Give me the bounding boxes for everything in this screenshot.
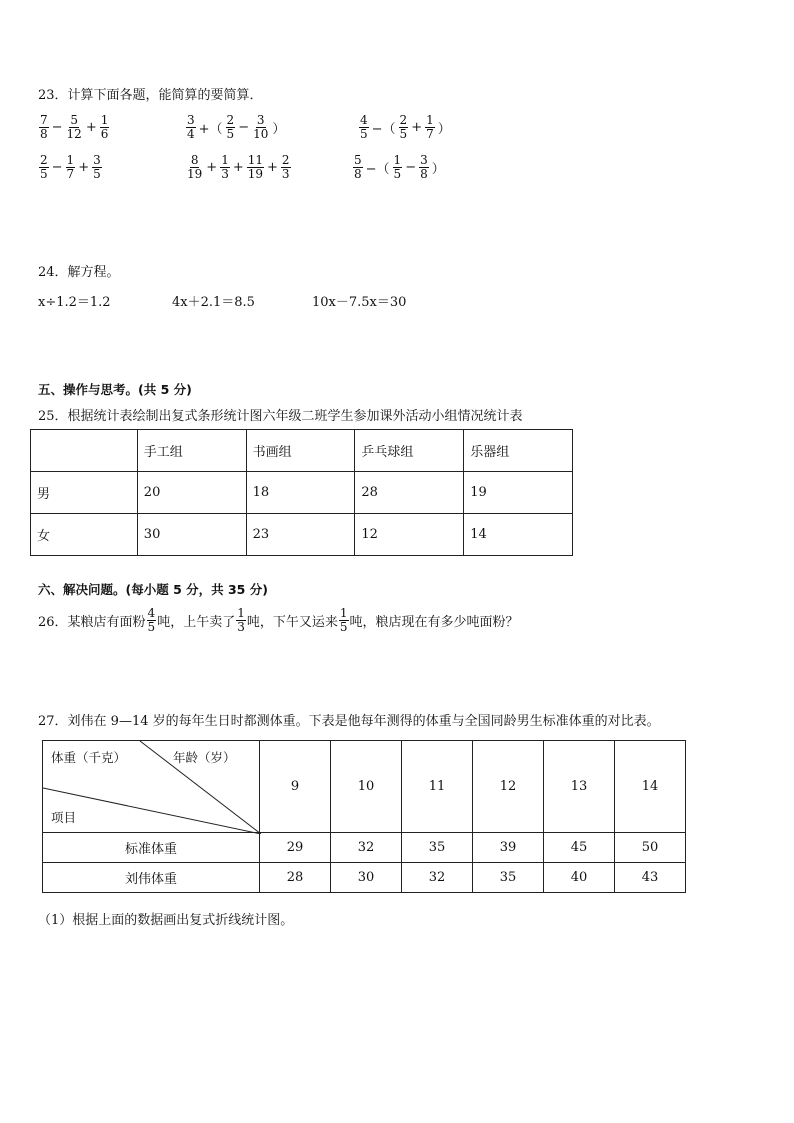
fraction [399, 114, 409, 140]
numerator: 3 [187, 113, 195, 127]
operator: + [85, 119, 97, 135]
table-cell: 28 [260, 863, 331, 893]
table-cell: 35 [402, 833, 473, 863]
operator: − [51, 159, 63, 175]
denominator: 6 [100, 126, 109, 141]
q24-eq-1: x÷1.2＝1.2 [38, 295, 111, 310]
numerator: 3 [93, 153, 101, 167]
operator: +（ [198, 121, 223, 137]
numerator: 2 [40, 153, 48, 167]
row-label: 男 [31, 472, 138, 514]
table-cell: 20 [137, 472, 246, 514]
corner-item-label: 项目 [51, 810, 77, 825]
denominator: 19 [247, 166, 264, 181]
age-header-cell: 10 [331, 741, 402, 833]
table-header-cell: 手工组 [137, 430, 246, 472]
denominator: 10 [253, 126, 269, 141]
diagonal-header-cell [43, 741, 260, 833]
q27-title: 27．刘伟在 9—14 岁的每年生日时都测体重。下表是他每年测得的体重与全国同龄男生标准体重的对比表。 [38, 714, 660, 729]
fraction [66, 154, 76, 180]
table-cell: 14 [464, 514, 573, 556]
operator: + [411, 119, 423, 135]
q27-table [42, 740, 686, 893]
numerator: 1 [100, 113, 109, 127]
table-cell: 29 [260, 833, 331, 863]
fraction [353, 154, 363, 180]
denominator: 7 [426, 126, 434, 141]
table-row [31, 472, 573, 514]
denominator: 5 [360, 126, 368, 141]
table-cell: 12 [355, 514, 464, 556]
q24-eq-2: 4x＋2.1＝8.5 [172, 295, 255, 310]
denominator: 19 [187, 166, 203, 181]
table-cell [31, 430, 138, 472]
denominator: 5 [226, 126, 235, 141]
numerator: 3 [420, 153, 428, 167]
q26-part-1: 26．某粮店有面粉 [38, 614, 146, 630]
denominator: 4 [187, 126, 195, 141]
fraction [66, 114, 83, 140]
fraction [100, 114, 110, 140]
operator: −（ [371, 121, 396, 137]
section-6-heading: 六、解决问题。(每小题 5 分，共 35 分) [38, 582, 268, 597]
age-header-cell: 13 [544, 741, 615, 833]
denominator: 8 [420, 166, 428, 181]
denominator: 5 [40, 166, 48, 181]
operator: + [78, 159, 90, 175]
operator: + [232, 159, 244, 175]
q25-title: 25．根据统计表绘制出复式条形统计图六年级二班学生参加课外活动小组情况统计表 [38, 409, 523, 424]
q23-expr-2 [185, 114, 286, 140]
table-cell: 18 [246, 472, 355, 514]
table-header-row [43, 741, 686, 833]
denominator: 8 [354, 166, 362, 181]
table-row [31, 514, 573, 556]
table-cell: 23 [246, 514, 355, 556]
numerator: 3 [256, 113, 265, 127]
operator: ） [272, 121, 286, 137]
q23-expr-5 [185, 154, 292, 180]
table-header-row [31, 430, 573, 472]
fraction [186, 114, 196, 140]
operator: + [206, 159, 218, 175]
numerator: 2 [281, 153, 290, 167]
fraction [39, 114, 49, 140]
denominator: 5 [393, 166, 402, 181]
q23-expr-1 [38, 114, 110, 140]
numerator: 2 [399, 113, 408, 127]
row-label: 刘伟体重 [43, 863, 260, 893]
table-cell: 39 [473, 833, 544, 863]
fraction [92, 154, 102, 180]
table-row [43, 863, 686, 893]
numerator: 4 [360, 113, 368, 127]
corner-age-label: 年龄（岁） [173, 750, 236, 765]
operator: ） [431, 161, 445, 177]
denominator: 7 [66, 166, 75, 181]
numerator: 7 [40, 113, 48, 127]
numerator: 8 [190, 153, 199, 167]
q23-expr-3 [358, 114, 452, 140]
fraction [220, 154, 230, 180]
numerator: 5 [354, 153, 362, 167]
denominator: 12 [66, 126, 82, 141]
numerator: 1 [66, 153, 75, 167]
q27-sub-question-1: （1）根据上面的数据画出复式折线统计图。 [38, 913, 294, 928]
denominator: 3 [221, 166, 229, 181]
q23-title: 23．计算下面各题，能简算的要简算． [38, 88, 263, 103]
operator: + [267, 159, 278, 175]
denominator: 8 [40, 126, 48, 141]
section-5-heading: 五、操作与思考。(共 5 分) [38, 382, 192, 397]
row-label: 女 [31, 514, 138, 556]
q23-expr-6 [352, 154, 446, 180]
operator: − [51, 119, 63, 135]
table-cell: 30 [331, 863, 402, 893]
table-cell: 32 [331, 833, 402, 863]
table-header-cell: 乒乓球组 [355, 430, 464, 472]
operator: − [405, 159, 417, 175]
numerator: 1 [426, 113, 434, 127]
operator: −（ [365, 161, 390, 177]
age-header-cell: 9 [260, 741, 331, 833]
q24-title: 24．解方程。 [38, 265, 120, 280]
age-header-cell: 11 [402, 741, 473, 833]
numerator: 11 [247, 153, 264, 167]
fraction [419, 154, 429, 180]
q26-fraction-2: $\frac{1}{3}$ [237, 606, 245, 634]
numerator: 1 [393, 153, 402, 167]
q24-eq-3: 10x－7.5x＝30 [312, 295, 407, 310]
q26-text [38, 607, 519, 633]
table-cell: 43 [615, 863, 686, 893]
table-row [43, 833, 686, 863]
table-header-cell: 书画组 [246, 430, 355, 472]
table-cell: 45 [544, 833, 615, 863]
fraction [425, 114, 435, 140]
table-cell: 50 [615, 833, 686, 863]
table-header-cell: 乐器组 [464, 430, 573, 472]
q23-expr-4 [38, 154, 103, 180]
table-cell: 30 [137, 514, 246, 556]
q25-table [30, 429, 573, 556]
operator: ） [437, 121, 451, 137]
table-cell: 19 [464, 472, 573, 514]
fraction [39, 154, 49, 180]
q26-part-2: 吨，上午卖了 [157, 614, 236, 630]
q26-fraction-1: $\frac{4}{5}$ [147, 606, 156, 634]
fraction [252, 114, 269, 140]
numerator: 2 [226, 113, 235, 127]
numerator: 5 [70, 113, 78, 127]
q26-fraction-3: $\frac{1}{5}$ [339, 606, 348, 634]
q26-part-3: 吨，下午又运来 [246, 614, 338, 630]
denominator: 3 [281, 166, 290, 181]
fraction [186, 154, 203, 180]
fraction [281, 154, 291, 180]
corner-weight-label: 体重（千克） [51, 750, 127, 765]
age-header-cell: 14 [615, 741, 686, 833]
fraction [226, 114, 236, 140]
age-header-cell: 12 [473, 741, 544, 833]
fraction [359, 114, 369, 140]
numerator: 1 [221, 153, 229, 167]
denominator: 5 [93, 166, 101, 181]
table-cell: 40 [544, 863, 615, 893]
row-label: 标准体重 [43, 833, 260, 863]
fraction [393, 154, 403, 180]
operator: − [238, 119, 250, 135]
fraction [247, 154, 264, 180]
table-cell: 35 [473, 863, 544, 893]
table-cell: 32 [402, 863, 473, 893]
q26-part-4: 吨，粮店现在有多少吨面粉？ [349, 614, 519, 630]
denominator: 5 [399, 126, 408, 141]
table-cell: 28 [355, 472, 464, 514]
